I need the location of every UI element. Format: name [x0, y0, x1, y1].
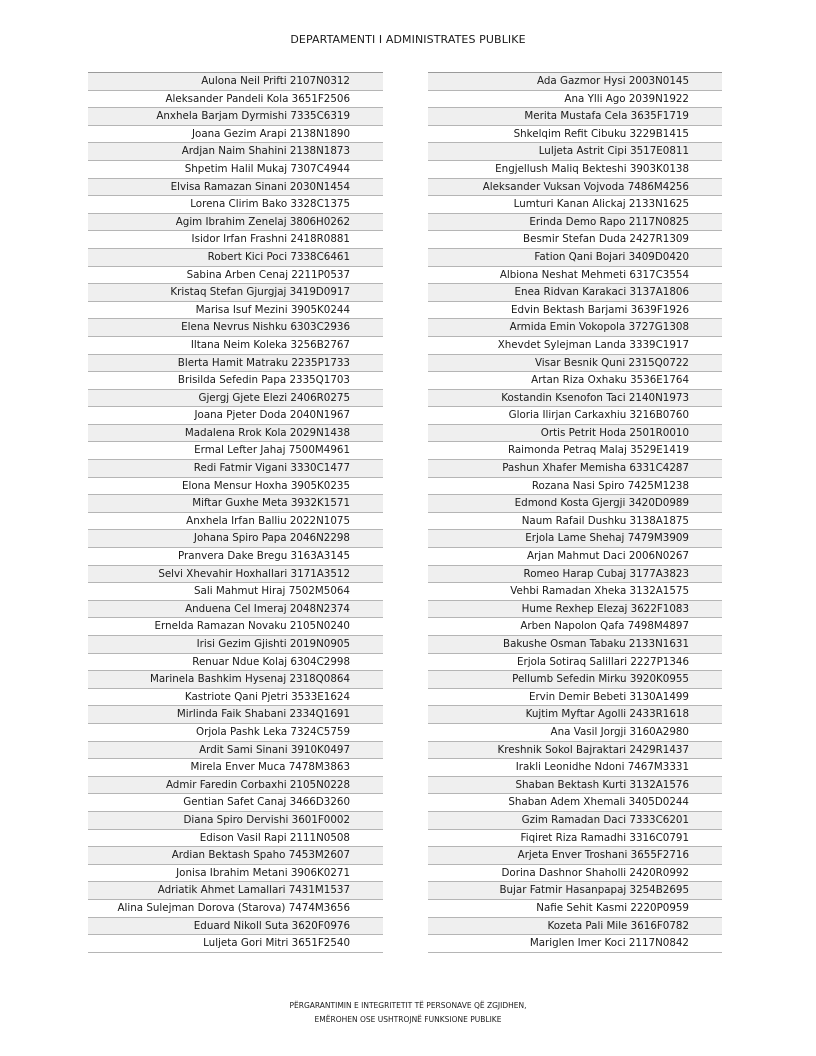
- list-item: Gjergj Gjete Elezi 2406R0275: [88, 390, 383, 408]
- list-item: Selvi Xhevahir Hoxhallari 3171A3512: [88, 566, 383, 584]
- list-item: Kristaq Stefan Gjurgjaj 3419D0917: [88, 284, 383, 302]
- list-item: Joana Gezim Arapi 2138N1890: [88, 126, 383, 144]
- list-item: Jonisa Ibrahim Metani 3906K0271: [88, 865, 383, 883]
- list-item: Kozeta Pali Mile 3616F0782: [428, 918, 722, 936]
- list-item: Xhevdet Sylejman Landa 3339C1917: [428, 337, 722, 355]
- list-item: Joana Pjeter Doda 2040N1967: [88, 407, 383, 425]
- list-item: Pellumb Sefedin Mirku 3920K0955: [428, 671, 722, 689]
- list-item: Gentian Safet Canaj 3466D3260: [88, 794, 383, 812]
- list-item: Arjan Mahmut Daci 2006N0267: [428, 548, 722, 566]
- list-item: Ortis Petrit Hoda 2501R0010: [428, 425, 722, 443]
- left-name-list: [88, 72, 383, 953]
- list-item: Aleksander Vuksan Vojvoda 7486M4256: [428, 179, 722, 197]
- list-item: Luljeta Gori Mitri 3651F2540: [88, 935, 383, 953]
- list-item: Aleksander Pandeli Kola 3651F2506: [88, 91, 383, 109]
- list-item: Lumturi Kanan Alickaj 2133N1625: [428, 196, 722, 214]
- list-item: Luljeta Astrit Cipi 3517E0811: [428, 143, 722, 161]
- list-item: Erjola Lame Shehaj 7479M3909: [428, 530, 722, 548]
- list-item: Elona Mensur Hoxha 3905K0235: [88, 478, 383, 496]
- list-item: Aulona Neil Prifti 2107N0312: [88, 73, 383, 91]
- list-item: Arben Napolon Qafa 7498M4897: [428, 618, 722, 636]
- list-item: Mirela Enver Muca 7478M3863: [88, 759, 383, 777]
- list-item: Mirlinda Faik Shabani 2334Q1691: [88, 706, 383, 724]
- list-item: Erinda Demo Rapo 2117N0825: [428, 214, 722, 232]
- list-item: Irakli Leonidhe Ndoni 7467M3331: [428, 759, 722, 777]
- list-item: Ardian Bektash Spaho 7453M2607: [88, 847, 383, 865]
- list-item: Vehbi Ramadan Xheka 3132A1575: [428, 583, 722, 601]
- list-item: Adriatik Ahmet Lamallari 7431M1537: [88, 882, 383, 900]
- list-item: Ermal Lefter Jahaj 7500M4961: [88, 442, 383, 460]
- list-item: Rozana Nasi Spiro 7425M1238: [428, 478, 722, 496]
- list-item: Anxhela Barjam Dyrmishi 7335C6319: [88, 108, 383, 126]
- list-item: Admir Faredin Corbaxhi 2105N0228: [88, 777, 383, 795]
- list-item: Gloria Ilirjan Carkaxhiu 3216B0760: [428, 407, 722, 425]
- list-item: Visar Besnik Quni 2315Q0722: [428, 355, 722, 373]
- page-footer: [0, 999, 816, 1027]
- list-item: Erjola Sotiraq Salillari 2227P1346: [428, 654, 722, 672]
- list-item: Shaban Bektash Kurti 3132A1576: [428, 777, 722, 795]
- list-item: Ervin Demir Bebeti 3130A1499: [428, 689, 722, 707]
- list-item: Artan Riza Oxhaku 3536E1764: [428, 372, 722, 390]
- list-item: Madalena Rrok Kola 2029N1438: [88, 425, 383, 443]
- list-item: Kreshnik Sokol Bajraktari 2429R1437: [428, 742, 722, 760]
- list-item: Elena Nevrus Nishku 6303C2936: [88, 319, 383, 337]
- list-item: Ardit Sami Sinani 3910K0497: [88, 742, 383, 760]
- list-item: Redi Fatmir Vigani 3330C1477: [88, 460, 383, 478]
- list-item: Arjeta Enver Troshani 3655F2716: [428, 847, 722, 865]
- list-item: Shkelqim Refit Cibuku 3229B1415: [428, 126, 722, 144]
- list-item: Sali Mahmut Hiraj 7502M5064: [88, 583, 383, 601]
- list-item: Robert Kici Poci 7338C6461: [88, 249, 383, 267]
- list-item: Merita Mustafa Cela 3635F1719: [428, 108, 722, 126]
- list-item: Albiona Neshat Mehmeti 6317C3554: [428, 267, 722, 285]
- list-item: Marinela Bashkim Hysenaj 2318Q0864: [88, 671, 383, 689]
- list-item: Irisi Gezim Gjishti 2019N0905: [88, 636, 383, 654]
- list-item: Fiqiret Riza Ramadhi 3316C0791: [428, 830, 722, 848]
- footer-line-2: EMËROHEN OSE USHTROJNË FUNKSIONE PUBLIKE: [314, 1015, 502, 1024]
- list-item: Edmond Kosta Gjergji 3420D0989: [428, 495, 722, 513]
- list-item: Dorina Dashnor Shaholli 2420R0992: [428, 865, 722, 883]
- list-item: Diana Spiro Dervishi 3601F0002: [88, 812, 383, 830]
- list-item: Marisa Isuf Mezini 3905K0244: [88, 302, 383, 320]
- list-item: Edison Vasil Rapi 2111N0508: [88, 830, 383, 848]
- list-item: Engjellush Maliq Bekteshi 3903K0138: [428, 161, 722, 179]
- list-item: Besmir Stefan Duda 2427R1309: [428, 231, 722, 249]
- list-item: Pranvera Dake Bregu 3163A3145: [88, 548, 383, 566]
- list-item: Blerta Hamit Matraku 2235P1733: [88, 355, 383, 373]
- list-item: Nafie Sehit Kasmi 2220P0959: [428, 900, 722, 918]
- list-item: Ana Vasil Jorgji 3160A2980: [428, 724, 722, 742]
- list-item: Hume Rexhep Elezaj 3622F1083: [428, 601, 722, 619]
- list-item: Eduard Nikoll Suta 3620F0976: [88, 918, 383, 936]
- list-item: Edvin Bektash Barjami 3639F1926: [428, 302, 722, 320]
- list-item: Orjola Pashk Leka 7324C5759: [88, 724, 383, 742]
- list-item: Shaban Adem Xhemali 3405D0244: [428, 794, 722, 812]
- list-item: Brisilda Sefedin Papa 2335Q1703: [88, 372, 383, 390]
- list-item: Gzim Ramadan Daci 7333C6201: [428, 812, 722, 830]
- list-item: Mariglen Imer Koci 2117N0842: [428, 935, 722, 953]
- list-item: Anduena Cel Imeraj 2048N2374: [88, 601, 383, 619]
- list-item: Bakushe Osman Tabaku 2133N1631: [428, 636, 722, 654]
- list-item: Johana Spiro Papa 2046N2298: [88, 530, 383, 548]
- list-item: Lorena Clirim Bako 3328C1375: [88, 196, 383, 214]
- list-item: Agim Ibrahim Zenelaj 3806H0262: [88, 214, 383, 232]
- list-item: Kostandin Ksenofon Taci 2140N1973: [428, 390, 722, 408]
- list-item: Iltana Neim Koleka 3256B2767: [88, 337, 383, 355]
- list-item: Sabina Arben Cenaj 2211P0537: [88, 267, 383, 285]
- list-item: Enea Ridvan Karakaci 3137A1806: [428, 284, 722, 302]
- list-item: Bujar Fatmir Hasanpapaj 3254B2695: [428, 882, 722, 900]
- list-item: Armida Emin Vokopola 3727G1308: [428, 319, 722, 337]
- list-item: Ardjan Naim Shahini 2138N1873: [88, 143, 383, 161]
- list-item: Kujtim Myftar Agolli 2433R1618: [428, 706, 722, 724]
- list-item: Elvisa Ramazan Sinani 2030N1454: [88, 179, 383, 197]
- list-item: Ernelda Ramazan Novaku 2105N0240: [88, 618, 383, 636]
- list-item: Raimonda Petraq Malaj 3529E1419: [428, 442, 722, 460]
- right-name-list: [428, 72, 722, 953]
- list-item: Miftar Guxhe Meta 3932K1571: [88, 495, 383, 513]
- list-item: Alina Sulejman Dorova (Starova) 7474M3656: [88, 900, 383, 918]
- list-item: Pashun Xhafer Memisha 6331C4287: [428, 460, 722, 478]
- list-item: Kastriote Qani Pjetri 3533E1624: [88, 689, 383, 707]
- list-item: Renuar Ndue Kolaj 6304C2998: [88, 654, 383, 672]
- footer-line-1: PËRGARANTIMIN E INTEGRITETIT TË PERSONAVE QË ZGJIDHEN,: [289, 1001, 527, 1010]
- page-title: DEPARTAMENTI I ADMINISTRATES PUBLIKE: [290, 33, 526, 46]
- list-item: Ada Gazmor Hysi 2003N0145: [428, 73, 722, 91]
- list-item: Fation Qani Bojari 3409D0420: [428, 249, 722, 267]
- list-item: Anxhela Irfan Balliu 2022N1075: [88, 513, 383, 531]
- list-item: Shpetim Halil Mukaj 7307C4944: [88, 161, 383, 179]
- list-item: Ana Ylli Ago 2039N1922: [428, 91, 722, 109]
- list-item: Isidor Irfan Frashni 2418R0881: [88, 231, 383, 249]
- list-item: Romeo Harap Cubaj 3177A3823: [428, 566, 722, 584]
- list-item: Naum Rafail Dushku 3138A1875: [428, 513, 722, 531]
